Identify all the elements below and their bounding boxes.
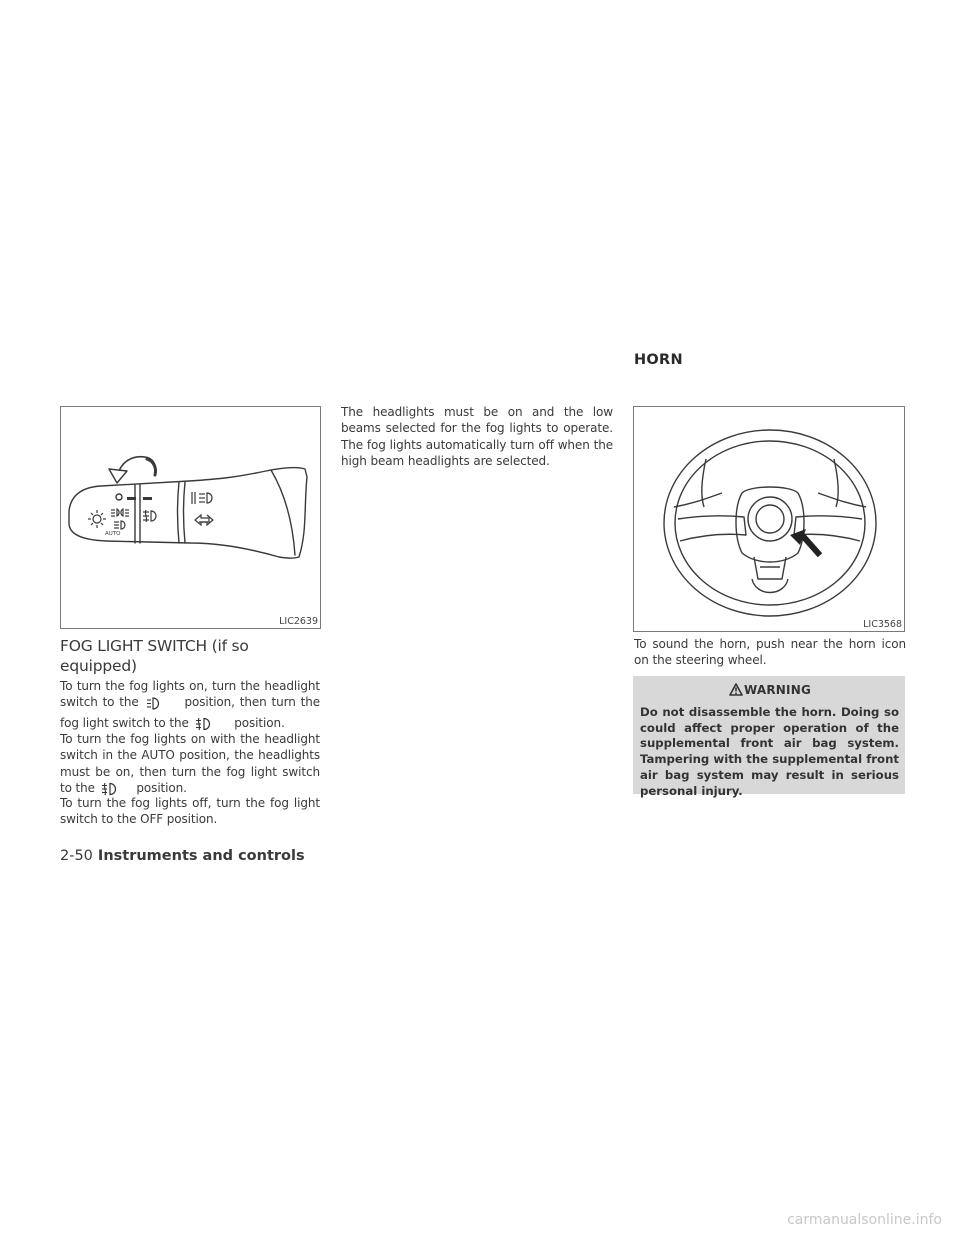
page-number: 2-50 — [60, 848, 93, 864]
headlight-requirement-paragraph: The headlights must be on and the low beams selected for the fog lights to operate. The fog lights automatically turn off when the high beam headlights are selected. — [341, 405, 613, 469]
combination-switch-illustration — [61, 407, 320, 628]
switch-auto-label: AUTO — [105, 531, 121, 537]
steering-wheel-figure — [633, 406, 905, 632]
section-title: FOG LIGHT SWITCH (if so equipped) — [60, 637, 249, 675]
page-footer — [60, 848, 305, 864]
fog-light-auto-paragraph: To turn the fog lights on with the headlight switch in the AUTO position, the headlights must be on, then turn the fog light switch to the position. — [60, 731, 320, 801]
footer-section-name: Instruments and controls — [97, 848, 305, 864]
warning-box — [633, 676, 905, 798]
headlight-icon — [146, 697, 160, 714]
figure-code: LIC2639 — [279, 616, 318, 627]
steering-wheel-illustration — [634, 407, 904, 631]
warning-header: WARNING — [633, 683, 905, 699]
horn-paragraph: To sound the horn, push near the horn icon on the steering wheel. — [634, 637, 906, 668]
warning-text: Do not disassemble the horn. Doing so could affect proper operation of the supplemental front air bag system. Tampering with the supplemental front air bag system may result in serious personal injury. — [640, 705, 899, 798]
fog-light-on-paragraph: To turn the fog lights on, turn the headlight switch to the position, then turn the fog light switch to the position. — [60, 678, 320, 735]
warning-triangle-icon — [729, 683, 743, 699]
fog-light-switch-figure — [60, 406, 321, 629]
figure-code: LIC3568 — [863, 619, 902, 630]
watermark: carmanualsonline.info — [787, 1212, 942, 1228]
fog-light-off-paragraph: To turn the fog lights off, turn the fog light switch to the OFF position. — [60, 796, 320, 827]
horn-heading: HORN — [634, 352, 683, 368]
